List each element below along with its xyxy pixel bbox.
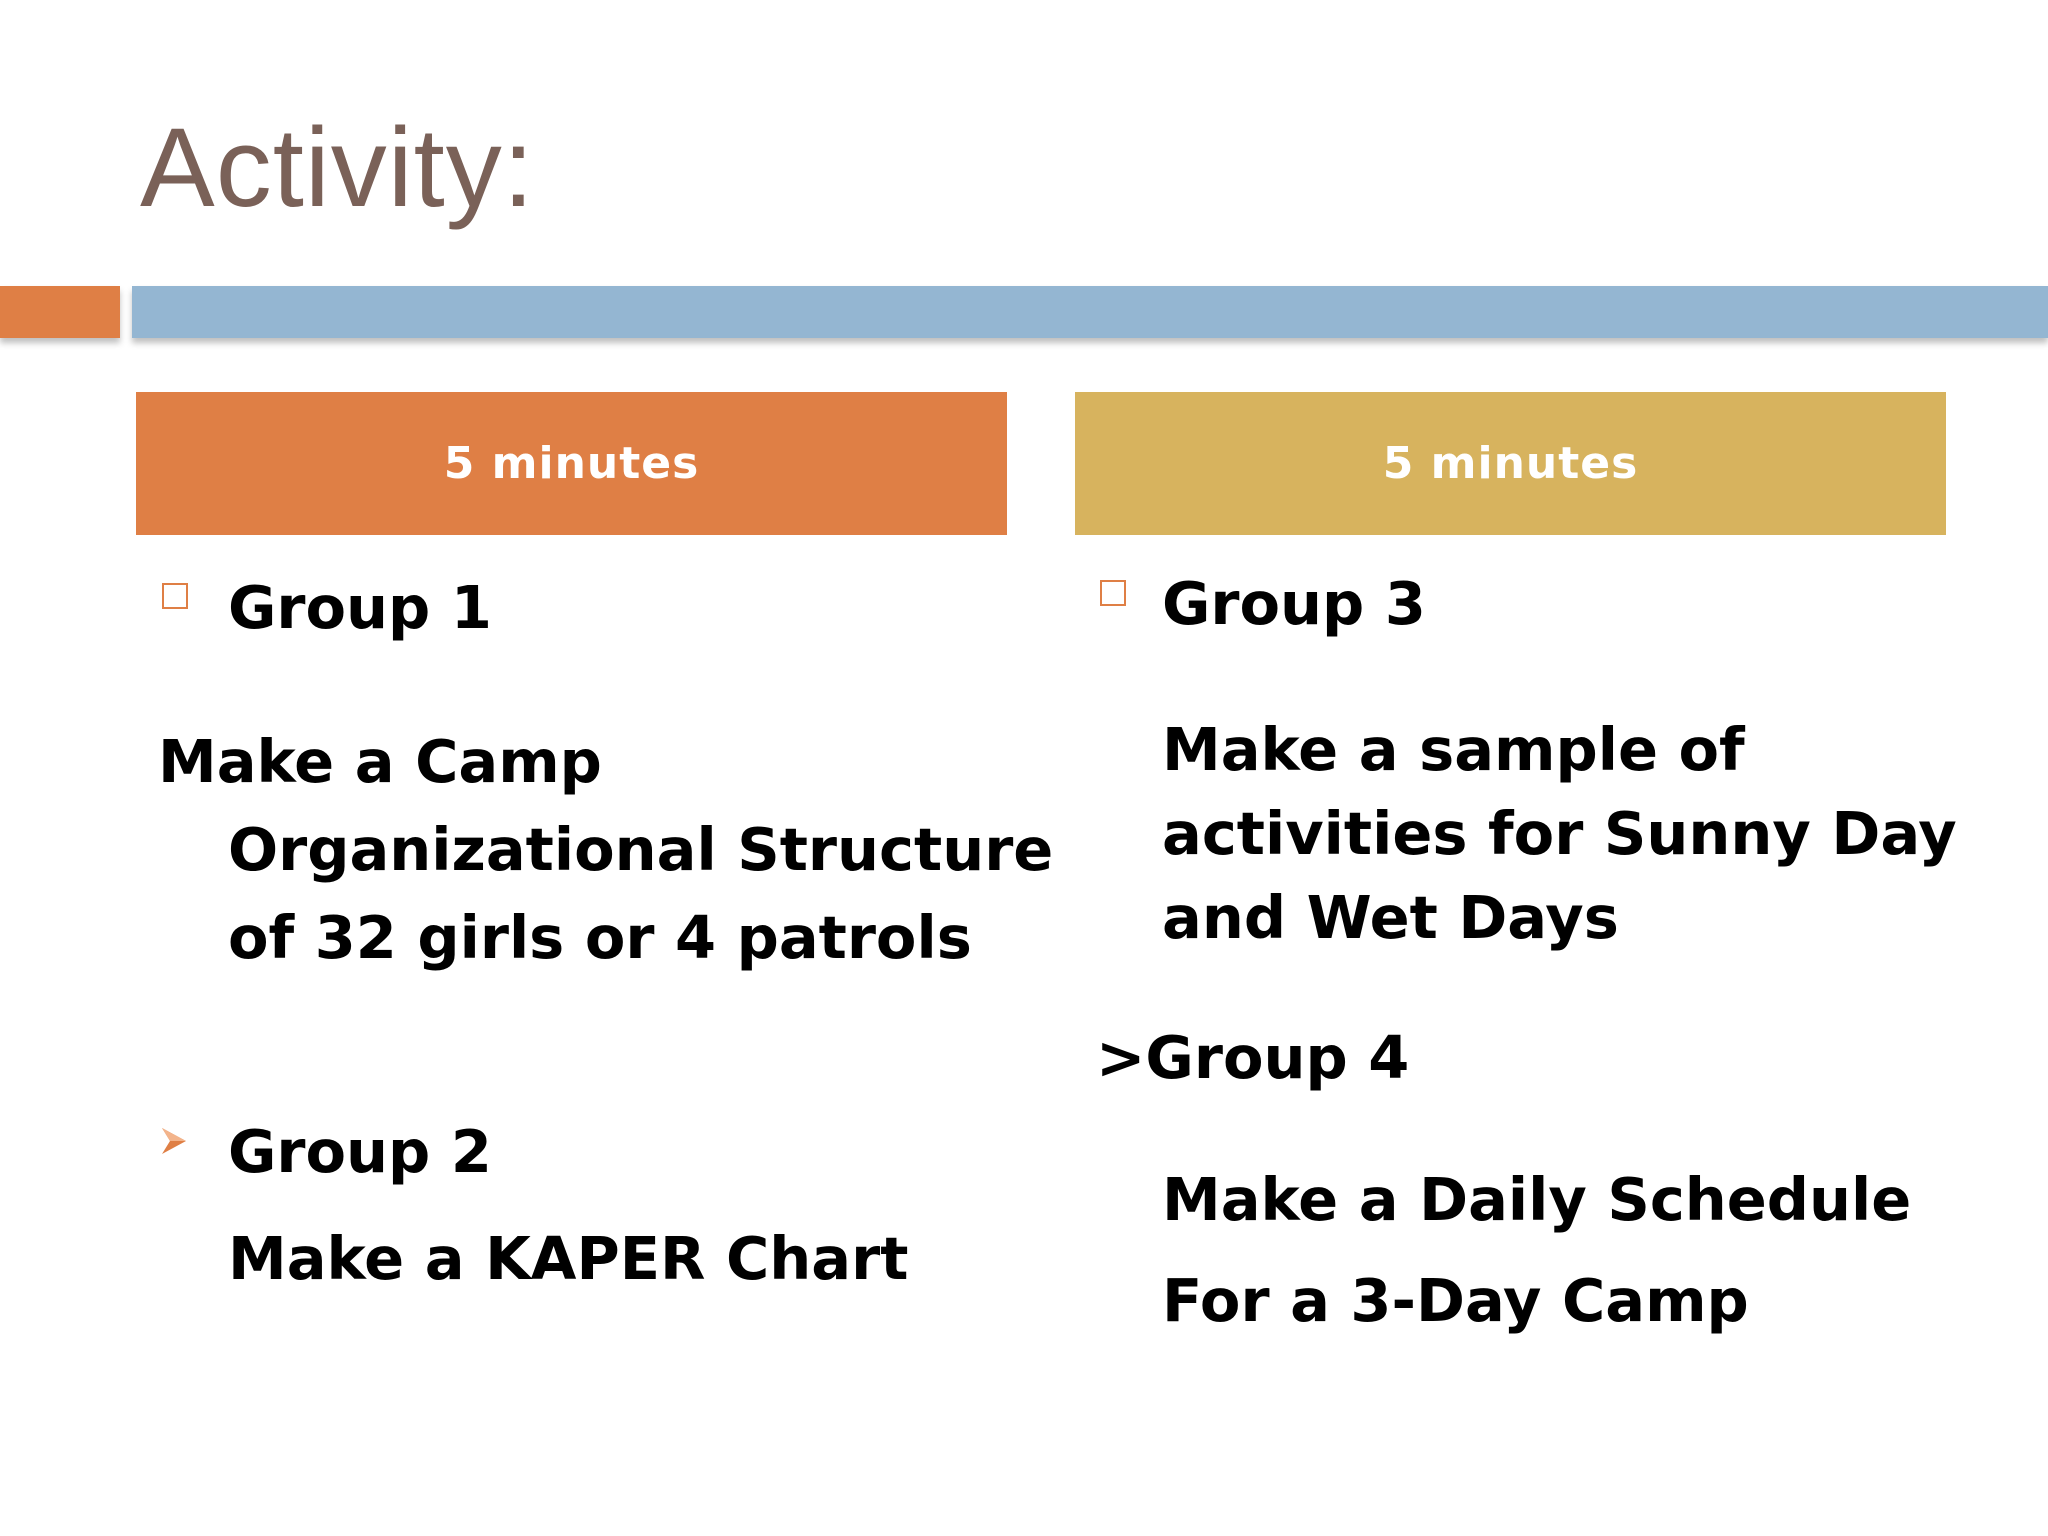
group2-label: Group 2 — [228, 1117, 492, 1186]
group1-task-line1: Make a Camp — [158, 727, 602, 796]
left-column-header-label: 5 minutes — [443, 438, 700, 489]
group3-task-line3: and Wet Days — [1162, 883, 1619, 952]
group2-task: Make a KAPER Chart — [228, 1224, 909, 1293]
group3-task-line2: activities for Sunny Day — [1162, 799, 1957, 868]
left-column-header — [136, 392, 1007, 535]
right-column-header — [1075, 392, 1946, 535]
slide-title: Activity: — [140, 105, 535, 230]
group3-label: Group 3 — [1162, 569, 1426, 638]
square-bullet-icon — [162, 583, 188, 609]
group3-task-line1: Make a sample of — [1162, 715, 1745, 784]
group4-task-line2: For a 3-Day Camp — [1162, 1266, 1749, 1335]
title-underline-accent — [0, 286, 120, 338]
group1-task-line3: of 32 girls or 4 patrols — [228, 903, 972, 972]
group4-task-line1: Make a Daily Schedule — [1162, 1165, 1912, 1234]
title-underline-bar — [132, 286, 2048, 338]
group1-task-line2: Organizational Structure — [228, 815, 1054, 884]
group4-label: >Group 4 — [1096, 1023, 1410, 1092]
right-column-header-label: 5 minutes — [1382, 438, 1639, 489]
group1-label: Group 1 — [228, 573, 492, 642]
arrowhead-bullet-icon — [160, 1126, 188, 1156]
square-bullet-icon — [1100, 580, 1126, 606]
